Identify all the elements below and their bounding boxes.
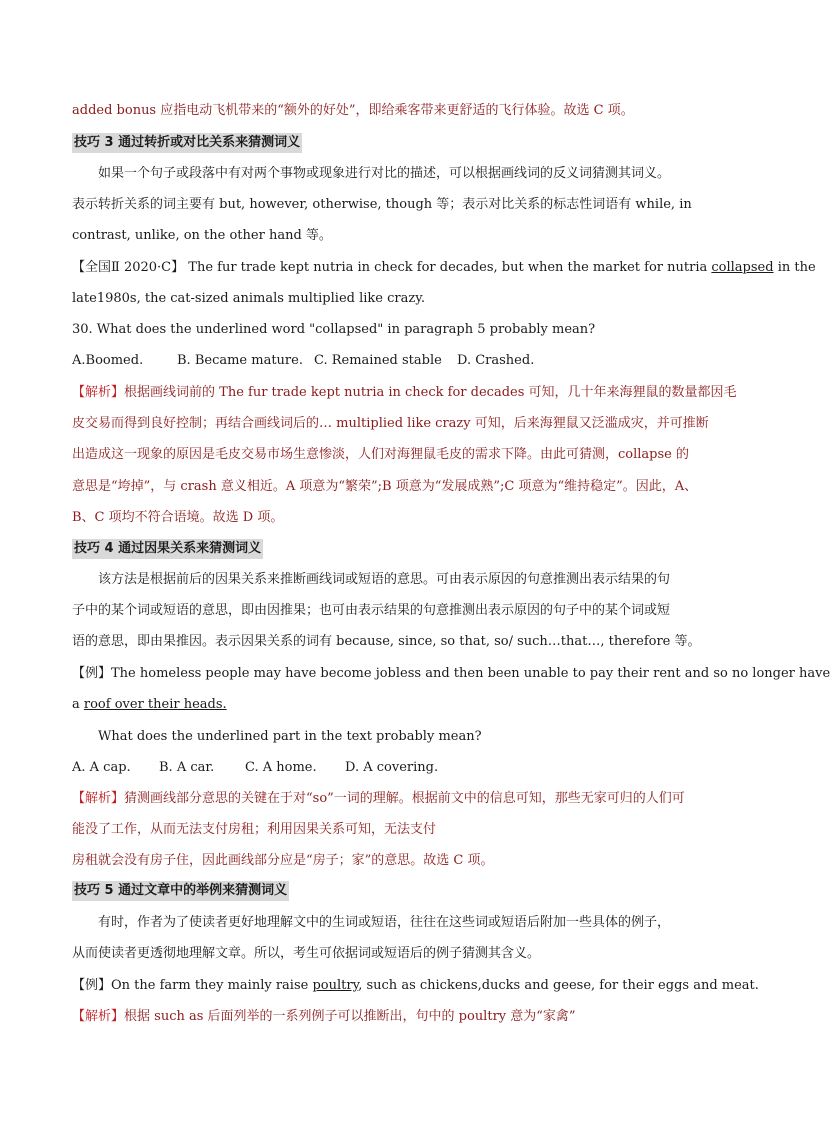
- s5-paragraph-line-1: 有时，作者为了使读者更好地理解文中的生词或短语，往往在这些词或短语后附加一些具体的例子，: [98, 915, 671, 930]
- underlined-phrase-roof: roof over their heads.: [83, 697, 227, 712]
- s4-example-line-2: [72, 696, 722, 714]
- s3-question: 30. What does the underlined word "collapsed" in paragraph 5 probably mean?: [72, 322, 596, 337]
- continued-answer-line: added bonus 应指电动飞机带来的“额外的好处”，即给乘客带来更舒适的飞行体验。故选 C 项。: [72, 103, 634, 118]
- s5-example-text: On the farm they mainly raise: [111, 978, 313, 993]
- s4-answer-line-2: 能没了工作，从而无法支付房租；利用因果关系可知，无法支付: [72, 822, 437, 837]
- s4-example-line-2-prefix: a: [72, 697, 84, 712]
- s4-answer-line-3: 房租就会没有房子住，因此画线部分应是“房子；家”的意思。故选 C 项。: [72, 853, 494, 868]
- underlined-word-collapsed: collapsed: [711, 260, 774, 275]
- s4-option-a: A. A cap.: [72, 760, 131, 775]
- s3-option-d: D. Crashed.: [457, 353, 535, 368]
- s3-option-a: A.Boomed.: [72, 353, 144, 368]
- s3-answer-text: 根据画线词前的 The fur trade kept nutria in check for decades 可知，几十年来海狸鼠的数量都因毛: [124, 385, 737, 400]
- s3-option-c: C. Remained stable: [314, 353, 442, 368]
- s3-answer-line-1: [72, 384, 737, 402]
- s4-example-label: 【例】: [72, 666, 112, 681]
- s4-example-line-1: [72, 665, 830, 683]
- s5-answer-text: 根据 such as 后面列举的一系列例子可以推断出，句中的 poultry 意为“家禽”: [124, 1009, 576, 1024]
- s4-question: What does the underlined part in the text probably mean?: [98, 729, 482, 744]
- s3-option-b: B. Became mature.: [177, 353, 303, 368]
- s4-option-c: C. A home.: [245, 760, 317, 775]
- s5-example-text-end: , such as chickens,ducks and geese, for their eggs and meat.: [358, 978, 759, 993]
- section-3-heading: 技巧 3 通过转折或对比关系来猜测词义: [72, 133, 302, 153]
- s4-option-d: D. A covering.: [345, 760, 439, 775]
- s4-options: [72, 759, 722, 777]
- s4-answer-label: 【解析】: [72, 791, 125, 806]
- s4-example-text: The homeless people may have become jobless and then been unable to pay their rent and so no longer have: [111, 666, 830, 681]
- s5-answer-line-1: [72, 1008, 722, 1026]
- underlined-word-poultry: poultry: [312, 978, 359, 993]
- s3-example-line-2: late1980s, the cat-sized animals multiplied like crazy.: [72, 291, 425, 306]
- s3-paragraph-line-2: 表示转折关系的词主要有 but, however, otherwise, though 等；表示对比关系的标志性词语有 while, in: [72, 197, 692, 212]
- s3-example-line-1: [72, 259, 816, 277]
- s3-answer-line-5: B、C 项均不符合语境。故选 D 项。: [72, 510, 284, 525]
- s5-example-label: 【例】: [72, 978, 112, 993]
- s3-paragraph-line-3: contrast, unlike, on the other hand 等。: [72, 228, 332, 243]
- s3-paragraph-line-1: 如果一个句子或段落中有对两个事物或现象进行对比的描述，可以根据画线词的反义词猜测其词义。: [98, 166, 671, 181]
- s4-paragraph-line-3: 语的意思，即由果推因。表示因果关系的词有 because, since, so that, so/ such…that…, therefore 等。: [72, 634, 701, 649]
- s3-answer-line-2: 皮交易而得到良好控制；再结合画线词后的… multiplied like crazy 可知，后来海狸鼠又泛滥成灾，并可推断: [72, 416, 709, 431]
- s3-example-text: The fur trade kept nutria in check for decades, but when the market for nutria: [184, 260, 712, 275]
- s4-answer-text: 猜测画线部分意思的关键在于对“so”一词的理解。根据前文中的信息可知，那些无家可归的人们可: [124, 791, 685, 806]
- s5-example-line: [72, 977, 759, 995]
- s3-answer-line-4: 意思是“垮掉”，与 crash 意义相近。A 项意为“繁荣”;B 项意为“发展成熟”;C 项意为“维持稳定”。因此，A、: [72, 479, 698, 494]
- s4-paragraph-line-1: 该方法是根据前后的因果关系来推断画线词或短语的意思。可由表示原因的句意推测出表示结果的句: [98, 572, 671, 587]
- s3-example-text-end: in the: [773, 260, 816, 275]
- section-4-heading: 技巧 4 通过因果关系来猜测词义: [72, 539, 263, 559]
- s5-paragraph-line-2: 从而使读者更透彻地理解文章。所以，考生可依据词或短语后的例子猜测其含义。: [72, 946, 541, 961]
- s3-options: [72, 352, 722, 370]
- s4-option-b: B. A car.: [159, 760, 215, 775]
- section-5-heading: 技巧 5 通过文章中的举例来猜测词义: [72, 881, 289, 901]
- s4-paragraph-line-2: 子中的某个词或短语的意思，即由因推果；也可由表示结果的句意推测出表示原因的句子中的某个词或短: [72, 603, 671, 618]
- s3-answer-line-3: 出造成这一现象的原因是毛皮交易市场生意惨淡，人们对海狸鼠毛皮的需求下降。由此可猜测，collapse 的: [72, 447, 689, 462]
- s5-answer-label: 【解析】: [72, 1009, 125, 1024]
- s4-answer-line-1: [72, 790, 722, 808]
- s3-example-label: 【全国Ⅱ 2020·C】: [72, 260, 185, 275]
- s3-answer-label: 【解析】: [72, 385, 125, 400]
